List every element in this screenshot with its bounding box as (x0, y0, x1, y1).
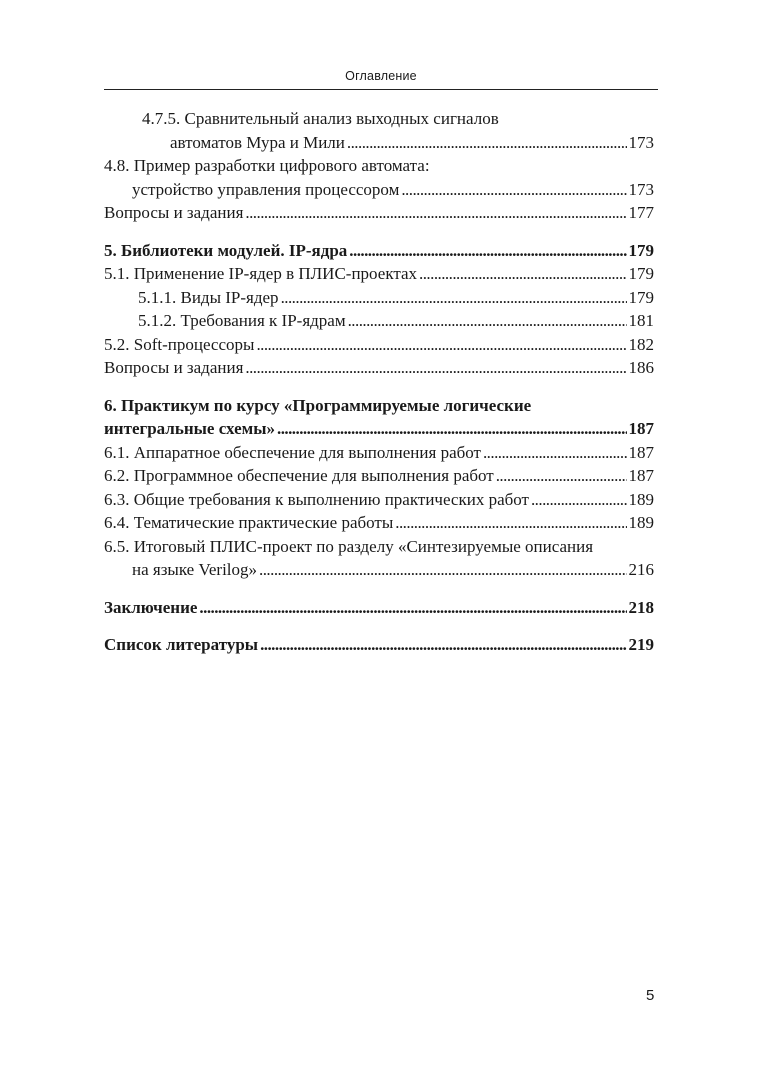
toc-entry-title-cont: устройство управления процессором (132, 179, 400, 199)
toc-entry-title: 4.7.5. Сравнительный анализ выходных сигналов (142, 109, 499, 128)
toc-entry-title: Заключение (104, 597, 198, 617)
leader-dots (419, 262, 626, 286)
toc-page-number: 177 (628, 203, 654, 222)
toc-page-number: 179 (628, 240, 654, 260)
toc-entry-4-8[interactable] (104, 154, 654, 201)
toc-entry-title-cont: автоматов Мура и Мили (170, 132, 345, 152)
table-of-contents (104, 107, 654, 657)
leader-dots (531, 488, 627, 512)
toc-entry-5-1-2[interactable] (104, 309, 654, 333)
toc-entry-6-1[interactable] (104, 441, 654, 465)
toc-entry-title: 6.2. Программное обеспечение для выполнения работ (104, 466, 494, 485)
leader-dots (256, 333, 626, 357)
leader-dots (348, 309, 627, 333)
leader-dots (349, 239, 626, 263)
toc-entry-6-3[interactable] (104, 488, 654, 512)
leader-dots (260, 633, 626, 657)
toc-page-number: 179 (628, 264, 654, 283)
toc-entry-6-5[interactable] (104, 535, 654, 582)
toc-page-number: 173 (628, 132, 654, 152)
toc-entry-title-cont: интегральные схемы» (104, 419, 275, 438)
toc-entry-title: Список литературы (104, 635, 259, 654)
toc-entry-5-1[interactable] (104, 262, 654, 286)
toc-page-number: 182 (628, 334, 654, 354)
toc-entry-title: 5. Библиотеки модулей. IP-ядра (104, 240, 348, 260)
leader-dots (281, 286, 627, 310)
toc-entry-4-7-5[interactable] (104, 107, 654, 154)
toc-chapter-6[interactable] (104, 394, 654, 441)
toc-references[interactable] (104, 633, 654, 657)
toc-entry-title: 6.5. Итоговый ПЛИС-проект по разделу «Синтезируемые описания (104, 536, 594, 556)
toc-entry-title: 5.2. Soft-процессоры (104, 334, 255, 354)
toc-entry-5-2[interactable] (104, 333, 654, 357)
toc-chapter-5[interactable] (104, 239, 654, 263)
leader-dots (395, 511, 626, 535)
leader-dots (199, 596, 626, 620)
toc-page-number: 187 (628, 442, 654, 462)
toc-entry-5-1-1[interactable] (104, 286, 654, 310)
leader-dots (245, 356, 626, 380)
leader-dots (401, 178, 626, 202)
page-number: 5 (646, 987, 655, 1004)
toc-entry-title: Вопросы и задания (104, 358, 244, 377)
toc-page-number: 173 (628, 179, 654, 199)
toc-entry-title: 5.1. Применение IP-ядер в ПЛИС-проектах (104, 264, 418, 283)
running-header: Оглавление (345, 69, 417, 83)
toc-page-number: 219 (628, 635, 654, 654)
leader-dots (259, 558, 626, 582)
toc-entry-title: 6.3. Общие требования к выполнению практических работ (104, 489, 529, 509)
toc-entry-title: 6. Практикум по курсу «Программируемые логические (104, 395, 532, 415)
toc-page-number: 179 (628, 287, 654, 307)
toc-page-number: 187 (628, 419, 654, 438)
toc-page-number: 216 (628, 560, 654, 579)
toc-entry-title: 4.8. Пример разработки цифрового автомата: (104, 156, 430, 175)
leader-dots (347, 131, 627, 155)
toc-entry-6-2[interactable] (104, 464, 654, 488)
toc-entry-title: 6.1. Аппаратное обеспечение для выполнения работ (104, 442, 481, 462)
toc-entry-questions-4[interactable] (104, 201, 654, 225)
leader-dots (277, 417, 627, 441)
toc-entry-title: Вопросы и задания (104, 203, 244, 222)
toc-page-number: 189 (628, 489, 654, 509)
header-rule (104, 89, 658, 90)
leader-dots (483, 441, 627, 465)
toc-conclusion[interactable] (104, 596, 654, 620)
leader-dots (496, 464, 627, 488)
toc-page-number: 189 (628, 513, 654, 532)
toc-entry-title-cont: на языке Verilog» (132, 560, 258, 579)
toc-page-number: 218 (628, 597, 654, 617)
leader-dots (245, 201, 626, 225)
toc-entry-questions-5[interactable] (104, 356, 654, 380)
toc-page-number: 187 (628, 466, 654, 485)
toc-entry-title: 5.1.1. Виды IP-ядер (138, 287, 279, 307)
toc-page-number: 186 (628, 358, 654, 377)
toc-entry-6-4[interactable] (104, 511, 654, 535)
toc-page-number: 181 (628, 311, 654, 330)
toc-entry-title: 5.1.2. Требования к IP-ядрам (138, 311, 346, 330)
toc-entry-title: 6.4. Тематические практические работы (104, 513, 394, 532)
